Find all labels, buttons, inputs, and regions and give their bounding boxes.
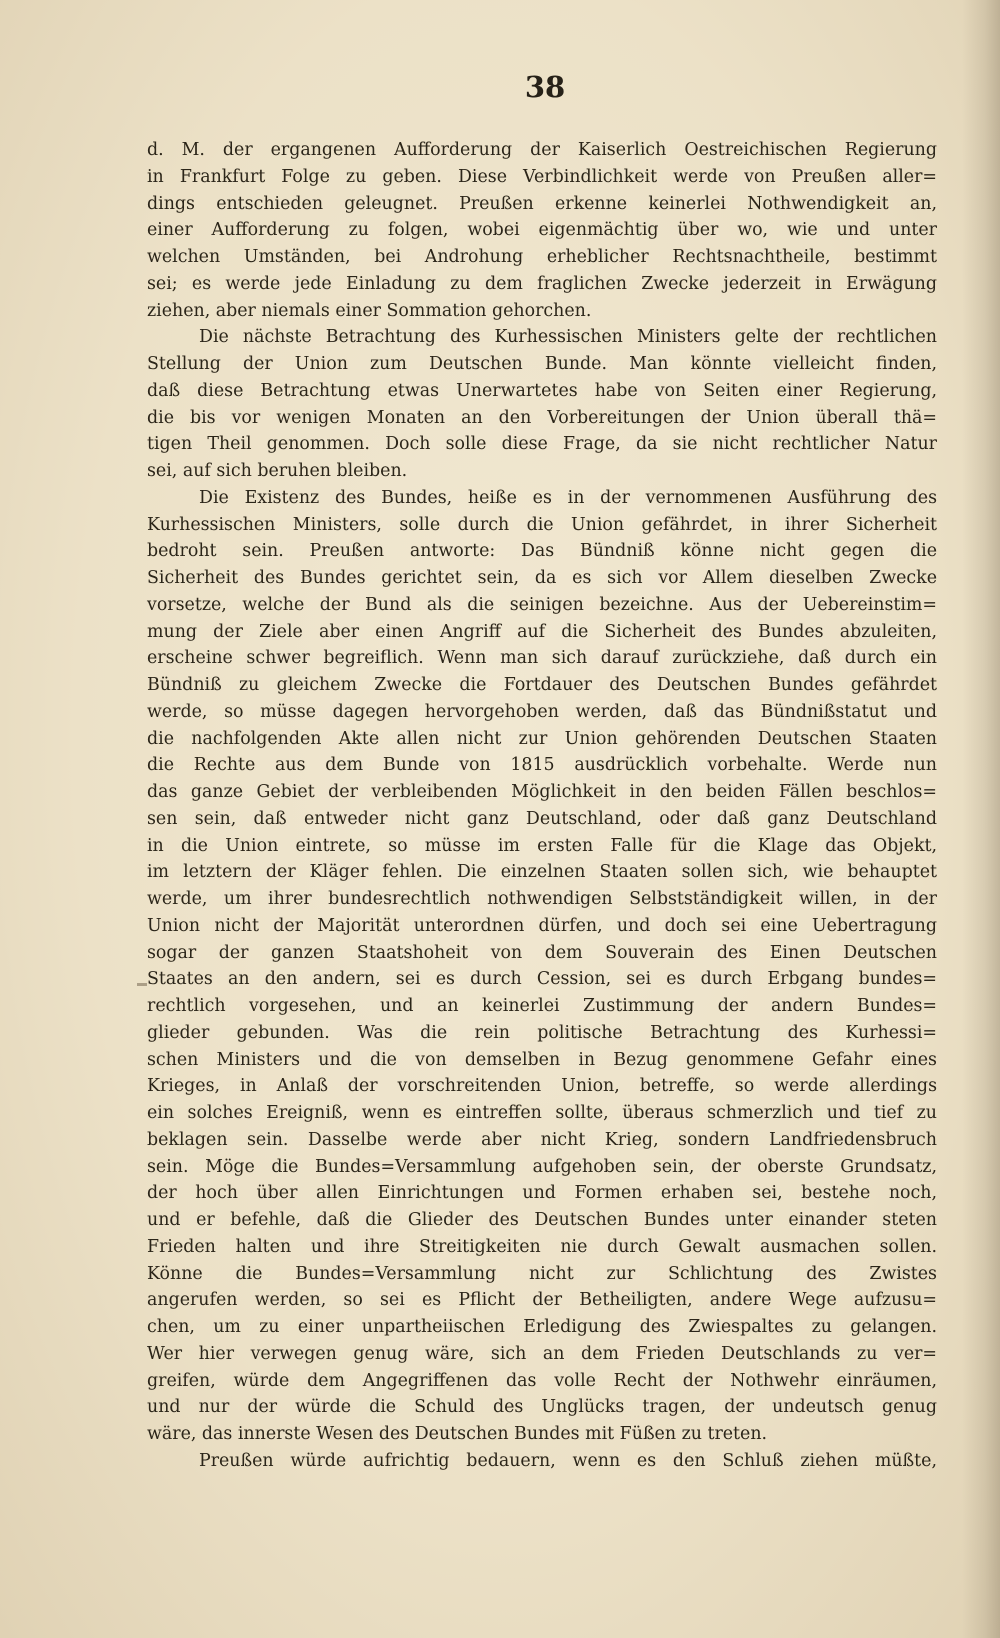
margin-ink-mark [137,983,147,986]
text-line: der hoch über allen Einrichtungen und Formen erhaben sei, bestehe noch, [147,1183,937,1204]
text-line: in die Union eintrete, so müsse im ersten Falle für die Klage das Objekt, [147,835,937,856]
body-text [147,137,937,1475]
text-line: daß diese Betrachtung etwas Unerwartetes habe von Seiten einer Regierung, [147,380,937,401]
text-line: d. M. der ergangenen Aufforderung der Kaiserlich Oestreichischen Regierung [147,140,937,160]
text-line: tigen Theil genommen. Doch solle diese Frage, da sie nicht rechtlicher Natur [147,434,937,455]
text-line: in Frankfurt Folge zu geben. Diese Verbindlichkeit werde von Preußen aller= [147,166,937,187]
text-line: welchen Umständen, bei Androhung erheblicher Rechtsnachtheile, bestimmt [147,247,937,267]
text-line: das ganze Gebiet der verbleibenden Möglichkeit in den beiden Fällen beschlos= [147,782,937,802]
text-line: Die Existenz des Bundes, heiße es in der vernommenen Ausführung des [199,487,937,508]
text-line: bedroht sein. Preußen antworte: Das Bündniß könne nicht gegen die [147,541,937,562]
text-line: Union nicht der Majorität unterordnen dürfen, und doch sei eine Uebertragung [147,915,937,936]
text-line: Könne die Bundes=Versammlung nicht zur Schlichtung des Zwistes [147,1263,937,1284]
text-line: schen Ministers und die von demselben in Bezug genommene Gefahr eines [147,1049,937,1070]
text-line: Krieges, in Anlaß der vorschreitenden Union, betreffe, so werde allerdings [147,1076,937,1097]
text-line: und er befehle, daß die Glieder des Deutschen Bundes unter einander steten [147,1210,937,1230]
text-line: sen sein, daß entweder nicht ganz Deutschland, oder daß ganz Deutschland [147,808,937,829]
text-line: Bündniß zu gleichem Zwecke die Fortdauer des Deutschen Bundes gefährdet [147,675,937,695]
text-line: ziehen, aber niemals einer Sommation gehorchen. [147,300,592,321]
text-line: sein. Möge die Bundes=Versammlung aufgehoben sein, der oberste Grundsatz, [147,1156,937,1177]
text-line: sogar der ganzen Staatshoheit von dem Souverain des Einen Deutschen [147,942,937,963]
text-line: ein solches Ereigniß, wenn es eintreffen sollte, überaus schmerzlich und tief zu [147,1103,937,1123]
text-line: Preußen würde aufrichtig bedauern, wenn es den Schluß ziehen müßte, [199,1450,937,1471]
text-line: und nur der würde die Schuld des Unglücks tragen, der undeutsch genug [147,1397,937,1418]
text-line: mung der Ziele aber einen Angriff auf die Sicherheit des Bundes abzuleiten, [147,621,937,642]
text-line: greifen, würde dem Angegriffenen das volle Recht der Nothwehr einräumen, [147,1370,937,1391]
text-line: werde, um ihrer bundesrechtlich nothwendigen Selbstständigkeit willen, in der [147,889,937,909]
text-line: erscheine schwer begreiflich. Wenn man sich darauf zurückziehe, daß durch ein [147,648,937,669]
text-line: die Rechte aus dem Bunde von 1815 ausdrücklich vorbehalte. Werde nun [147,755,937,776]
text-line: Stellung der Union zum Deutschen Bunde. Man könnte vielleicht finden, [147,354,937,374]
text-line: werde, so müsse dagegen hervorgehoben werden, daß das Bündnißstatut und [147,701,937,722]
text-line: rechtlich vorgesehen, und an keinerlei Zustimmung der andern Bundes= [147,996,937,1016]
text-line: Staates an den andern, sei es durch Cession, sei es durch Erbgang bundes= [147,969,937,990]
text-line: wäre, das innerste Wesen des Deutschen Bundes mit Füßen zu treten. [147,1424,768,1444]
text-line: im letztern der Kläger fehlen. Die einzelnen Staaten sollen sich, wie behauptet [147,862,937,883]
text-line: die bis vor wenigen Monaten an den Vorbereitungen der Union überall thä= [147,407,937,428]
text-line: Frieden halten und ihre Streitigkeiten nie durch Gewalt ausmachen sollen. [147,1236,937,1257]
text-line: beklagen sein. Dasselbe werde aber nicht Krieg, sondern Landfriedensbruch [147,1129,937,1150]
text-line: vorsetze, welche der Bund als die seinigen bezeichne. Aus der Uebereinstim= [147,594,937,615]
page-number: 38 [524,70,566,104]
text-line: Die nächste Betrachtung des Kurhessischen Ministers gelte der rechtlichen [199,327,937,348]
text-line: sei; es werde jede Einladung zu dem fraglichen Zwecke jederzeit in Erwägung [147,273,937,294]
text-line: angerufen werden, so sei es Pflicht der Betheiligten, andere Wege aufzusu= [147,1290,937,1311]
text-line: glieder gebunden. Was die rein politische Betrachtung des Kurhessi= [147,1022,937,1043]
page-gutter-shadow [962,0,1000,1638]
text-line: Kurhessischen Ministers, solle durch die Union gefährdet, in ihrer Sicherheit [147,514,937,535]
text-line: dings entschieden geleugnet. Preußen erkenne keinerlei Nothwendigkeit an, [147,193,937,214]
text-line: sei, auf sich beruhen bleiben. [147,461,408,481]
text-line: die nachfolgenden Akte allen nicht zur Union gehörenden Deutschen Staaten [147,728,937,749]
text-line: Wer hier verwegen genug wäre, sich an dem Frieden Deutschlands zu ver= [147,1343,937,1364]
text-line: einer Aufforderung zu folgen, wobei eigenmächtig über wo, wie und unter [147,220,937,241]
text-line: chen, um zu einer unpartheiischen Erledigung des Zwiespaltes zu gelangen. [147,1317,937,1337]
text-line: Sicherheit des Bundes gerichtet sein, da es sich vor Allem dieselben Zwecke [147,568,937,588]
